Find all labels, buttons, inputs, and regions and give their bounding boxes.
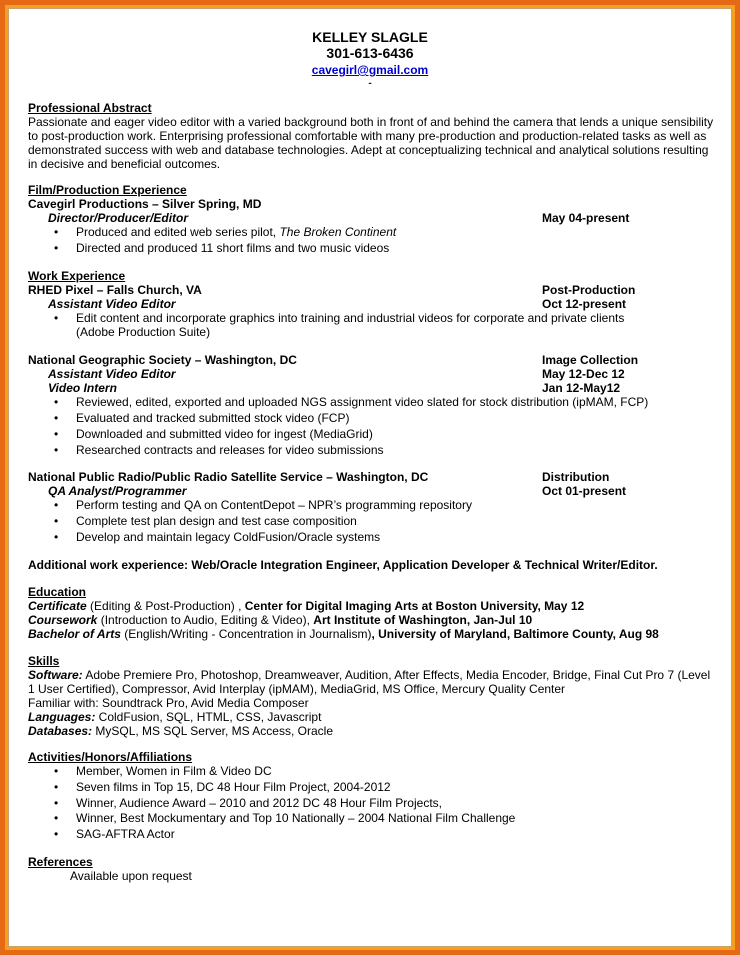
- software-list: Adobe Premiere Pro, Photoshop, Dreamweaver, Audition, After Effects, Media Encoder, Bridge, Final Cut Pro 7 (Level: [82, 668, 711, 682]
- film-heading: Film/Production Experience: [28, 183, 187, 197]
- npr-dept: Distribution: [542, 470, 610, 484]
- ngs-dates: Jan 12-May12: [542, 381, 621, 395]
- course-label: Coursework: [28, 613, 98, 627]
- abstract-line: in decisive and beneficial outcomes.: [28, 157, 221, 171]
- abstract-line: to post-production work. Enterprising professional comfortable with many pre-production and production-related tasks as well as: [28, 129, 707, 143]
- candidate-name: KELLEY SLAGLE: [312, 29, 428, 45]
- course-school: Art Institute of Washington, Jan-Jul 10: [313, 613, 533, 627]
- rhed-bullet-cont: (Adobe Production Suite): [76, 325, 211, 339]
- film-bullet-text: Directed and produced 11 short films and two music videos: [76, 241, 390, 255]
- skills-languages: [28, 710, 321, 724]
- abstract-heading: Professional Abstract: [28, 101, 152, 115]
- rhed-role: Assistant Video Editor: [48, 297, 176, 311]
- rhed-employer: RHED Pixel – Falls Church, VA: [28, 283, 202, 297]
- software-label: Software:: [28, 668, 83, 682]
- cert-school: Center for Digital Imaging Arts at Boston University, May 12: [244, 599, 585, 613]
- ngs-employer: National Geographic Society – Washington, DC: [28, 353, 297, 367]
- ngs-bullet-text: Reviewed, edited, exported and uploaded NGS assignment video slated for stock distribution (ipMAM, FCP): [76, 395, 649, 409]
- additional-experience: Additional work experience: Web/Oracle Integration Engineer, Application Developer & Technical Writer/Editor.: [28, 558, 658, 572]
- cert-detail: (Editing & Post-Production) ,: [86, 599, 245, 613]
- ngs-bullet-text: Evaluated and tracked submitted stock video (FCP): [76, 411, 350, 425]
- ngs-role: Assistant Video Editor: [48, 367, 176, 381]
- activity-text: Winner, Best Mockumentary and Top 10 Nationally – 2004 National Film Challenge: [76, 811, 516, 825]
- references-text: Available upon request: [70, 869, 192, 883]
- abstract-line: Passionate and eager video editor with a varied background both in front of and behind the camera that lends a unique sensibility: [28, 115, 714, 129]
- references-heading: References: [28, 855, 93, 869]
- skills-software-cont: 1 User Certified), Compressor, Avid Interplay (ipMAM), MediaGrid, MS Office, Mercury Quality Center: [28, 682, 566, 696]
- npr-role: QA Analyst/Programmer: [48, 484, 187, 498]
- film-employer: Cavegirl Productions – Silver Spring, MD: [28, 197, 262, 211]
- work-heading: Work Experience: [28, 269, 126, 283]
- activity-text: Seven films in Top 15, DC 48 Hour Film Project, 2004-2012: [76, 780, 391, 794]
- activity-text: Member, Women in Film & Video DC: [76, 764, 272, 778]
- activity-text: SAG-AFTRA Actor: [76, 827, 175, 841]
- skills-heading: Skills: [28, 654, 60, 668]
- link-dot-row: [9, 73, 731, 92]
- ba-school: , University of Maryland, Baltimore County, Aug 98: [371, 627, 659, 641]
- skills-databases: [28, 724, 333, 738]
- languages-label: Languages:: [28, 710, 96, 724]
- education-heading: Education: [28, 585, 87, 599]
- education-degree: [28, 627, 659, 641]
- skills-software: [28, 668, 710, 682]
- film-title: The Broken Continent: [279, 225, 397, 239]
- npr-dates: Oct 01-present: [542, 484, 627, 498]
- film-role: Director/Producer/Editor: [48, 211, 189, 225]
- databases-list: MySQL, MS SQL Server, MS Access, Oracle: [92, 724, 333, 738]
- rhed-dates: Oct 12-present: [542, 297, 627, 311]
- email-link[interactable]: cavegirl@gmail.com: [311, 63, 429, 77]
- ngs-dates: May 12-Dec 12: [542, 367, 625, 381]
- course-detail: (Introduction to Audio, Editing & Video),: [97, 613, 314, 627]
- skills-familiar: Familiar with: Soundtrack Pro, Avid Media Composer: [28, 696, 309, 710]
- film-dates: May 04-present: [542, 211, 630, 225]
- education-certificate: [28, 599, 584, 613]
- ngs-bullet-text: Downloaded and submitted video for ingest (MediaGrid): [76, 427, 373, 441]
- ngs-bullet-text: Researched contracts and releases for video submissions: [76, 443, 384, 457]
- ngs-dept: Image Collection: [542, 353, 639, 367]
- cert-label: Certificate: [28, 599, 87, 613]
- ba-label: Bachelor of Arts: [28, 627, 121, 641]
- ngs-role: Video Intern: [48, 381, 117, 395]
- film-bullet-text: Produced and edited web series pilot,: [76, 225, 280, 239]
- activities-heading: Activities/Honors/Affiliations: [28, 750, 193, 764]
- rhed-bullet-text: Edit content and incorporate graphics into training and industrial videos for corporate and private clients: [76, 311, 625, 325]
- npr-employer: National Public Radio/Public Radio Satellite Service – Washington, DC: [28, 470, 429, 484]
- npr-bullet-text: Develop and maintain legacy ColdFusion/Oracle systems: [76, 530, 381, 544]
- abstract-line: demonstrated success with web and database technologies. Adept at conceptualizing technical and analytical solutions resulting: [28, 143, 709, 157]
- candidate-phone: 301-613-6436: [326, 45, 414, 61]
- npr-bullet-text: Perform testing and QA on ContentDepot – NPR’s programming repository: [76, 498, 472, 512]
- languages-list: ColdFusion, SQL, HTML, CSS, Javascript: [95, 710, 322, 724]
- npr-bullet-text: Complete test plan design and test case composition: [76, 514, 357, 528]
- databases-label: Databases:: [28, 724, 93, 738]
- resume-page: [8, 8, 732, 947]
- activity-text: Winner, Audience Award – 2010 and 2012 DC 48 Hour Film Projects,: [76, 796, 442, 810]
- link-dot[interactable]: -: [368, 78, 372, 89]
- ba-detail: (English/Writing - Concentration in Journalism): [120, 627, 372, 641]
- rhed-dept: Post-Production: [542, 283, 636, 297]
- education-coursework: [28, 613, 532, 627]
